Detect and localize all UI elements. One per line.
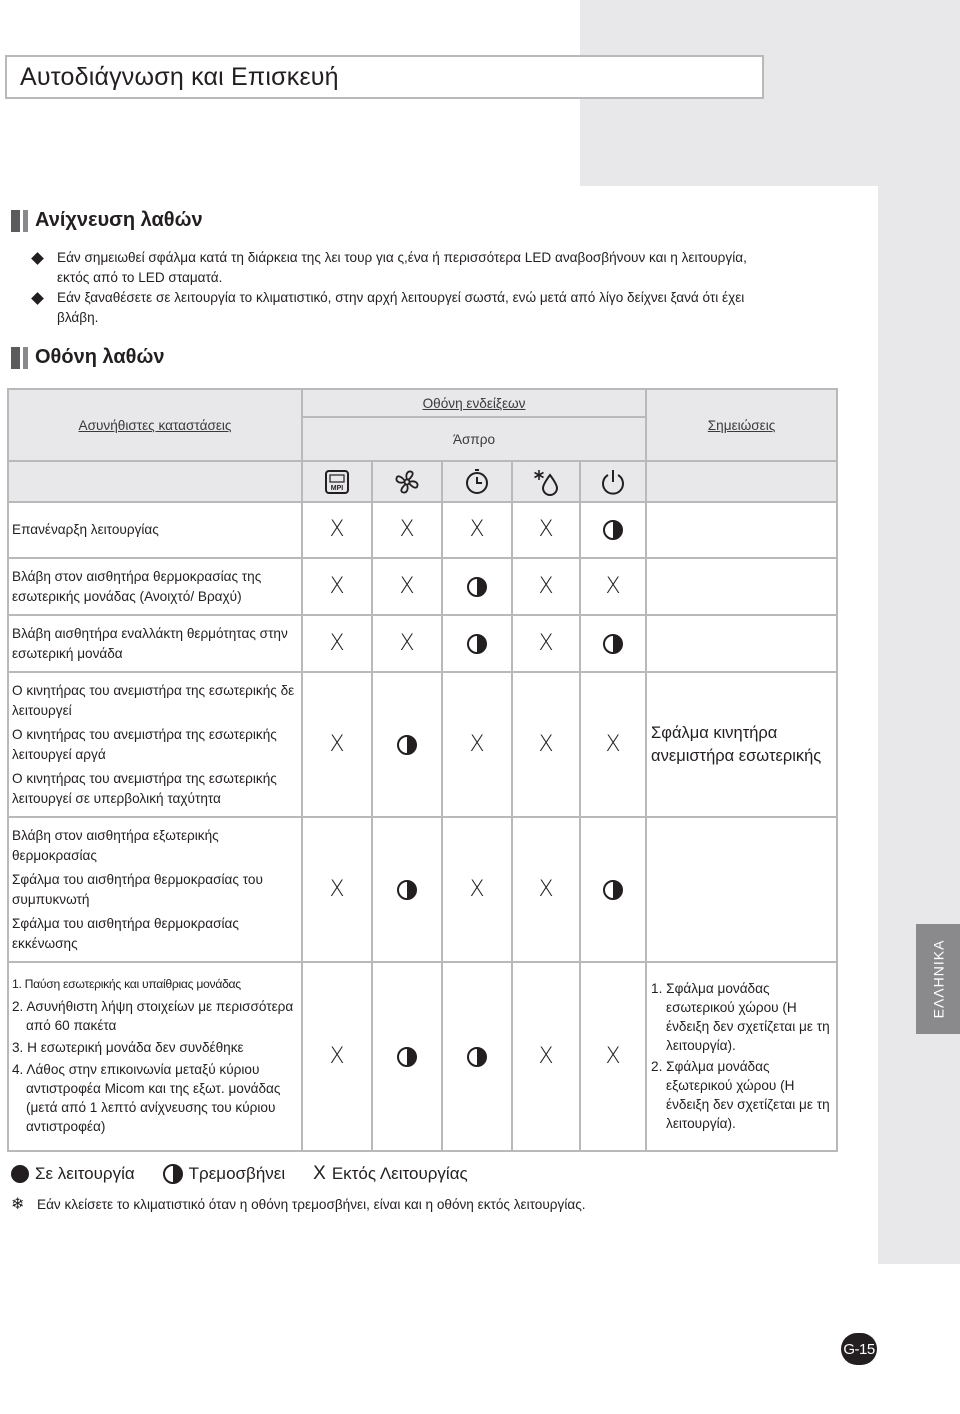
bullet-item: Εάν σημειωθεί σφάλμα κατά τη διάρκεια της λει τουρ για ς,ένα ή περισσότερα LED αναβοσβήνουν και η λειτουργία, εκτός από το LED σταματά. bbox=[33, 248, 753, 288]
x-mark-icon: X bbox=[329, 731, 345, 757]
mpi-icon bbox=[322, 467, 352, 497]
state-cell bbox=[512, 558, 580, 615]
condition-cell: Βλάβη στον αισθητήρα θερμοκρασίας της εσωτερικής μονάδας (Ανοιχτό/ Βραχύ) bbox=[8, 558, 302, 615]
diamond-bullet-icon bbox=[31, 252, 44, 265]
state-cell bbox=[442, 817, 512, 962]
page-number: G-15 bbox=[841, 1333, 877, 1365]
legend-blink: Τρεμοσβήνει bbox=[163, 1164, 285, 1184]
half-circle-icon bbox=[467, 577, 487, 597]
state-cell bbox=[442, 672, 512, 817]
state-cell bbox=[512, 962, 580, 1151]
half-circle-icon bbox=[467, 1047, 487, 1067]
state-cell bbox=[302, 817, 372, 962]
note-cell bbox=[646, 817, 837, 962]
half-circle-icon bbox=[397, 1047, 417, 1067]
condition-cell: Βλάβη αισθητήρα εναλλάκτη θερμότητας στην εσωτερική μονάδα bbox=[8, 615, 302, 672]
state-cell bbox=[302, 558, 372, 615]
x-mark-icon: X bbox=[538, 731, 554, 757]
section-title: Ανίχνευση λαθών bbox=[35, 209, 203, 231]
header-empty bbox=[646, 461, 837, 502]
bullet-item: Εάν ξαναθέσετε σε λειτουργία το κλιματιστικό, στην αρχή λειτουργεί σωστά, ενώ μετά από λίγο δείχνει ξανά ότι έχει βλάβη. bbox=[33, 288, 753, 328]
table-row bbox=[8, 502, 837, 558]
condition-cell: Ο κινητήρας του ανεμιστήρα της εσωτερικής δε λειτουργεί Ο κινητήρας του ανεμιστήρα της εσωτερικής λειτουργεί αργά Ο κινητήρας του ανεμιστήρα της εσωτερικής λειτουργεί σε υπερβολική ταχύτητα bbox=[8, 672, 302, 817]
state-cell bbox=[580, 672, 646, 817]
x-mark-icon: X bbox=[538, 517, 554, 542]
x-mark-icon: X bbox=[329, 1043, 345, 1069]
header-power bbox=[580, 461, 646, 502]
table-row bbox=[8, 962, 837, 1151]
state-cell bbox=[372, 615, 442, 672]
half-circle-icon bbox=[603, 520, 623, 540]
filled-circle-icon bbox=[11, 1165, 29, 1183]
half-circle-icon bbox=[163, 1164, 183, 1184]
x-mark-icon: X bbox=[399, 517, 415, 542]
table-row bbox=[8, 817, 837, 962]
page-background-right bbox=[878, 186, 960, 1264]
note-cell bbox=[646, 962, 837, 1151]
state-cell bbox=[512, 817, 580, 962]
note-cell bbox=[646, 502, 837, 558]
half-circle-icon bbox=[397, 735, 417, 755]
section-marker-icon bbox=[11, 210, 20, 232]
state-cell bbox=[580, 558, 646, 615]
section-marker-icon bbox=[23, 210, 28, 232]
x-mark-icon: X bbox=[538, 630, 554, 656]
x-mark-icon: X bbox=[469, 876, 485, 902]
note-cell bbox=[646, 672, 837, 817]
x-mark-icon: X bbox=[605, 573, 621, 599]
legend-off: X Εκτός Λειτουργίας bbox=[313, 1163, 468, 1184]
mpi-icon-label: MPI bbox=[330, 484, 344, 492]
state-cell bbox=[442, 962, 512, 1151]
legend bbox=[11, 1163, 496, 1185]
x-mark-icon: X bbox=[329, 876, 345, 902]
section-marker-icon bbox=[11, 347, 20, 369]
diamond-bullet-icon bbox=[31, 292, 44, 305]
header-display-white: Άσπρο bbox=[302, 417, 646, 461]
x-mark-icon: X bbox=[329, 573, 345, 599]
header-timer bbox=[442, 461, 512, 502]
x-mark-icon: X bbox=[313, 1163, 326, 1184]
x-mark-icon: X bbox=[538, 573, 554, 599]
note-item: 1. Σφάλμα μονάδας εσωτερικού χώρου (Η ένδειξη δεν σχετίζεται με τη λειτουργία). bbox=[651, 980, 830, 1053]
state-cell bbox=[442, 615, 512, 672]
table-row bbox=[8, 558, 837, 615]
power-icon bbox=[598, 467, 628, 497]
state-cell bbox=[372, 962, 442, 1151]
state-cell bbox=[580, 817, 646, 962]
error-display-table bbox=[7, 388, 838, 1152]
half-circle-icon bbox=[397, 880, 417, 900]
page-title-box bbox=[5, 55, 764, 99]
header-conditions: Ασυνήθιστες καταστάσεις bbox=[8, 389, 302, 461]
header-defrost bbox=[512, 461, 580, 502]
header-fan bbox=[372, 461, 442, 502]
section-error-display bbox=[11, 346, 164, 369]
state-cell bbox=[302, 615, 372, 672]
x-mark-icon: X bbox=[469, 731, 485, 757]
section-title: Οθόνη λαθών bbox=[35, 346, 165, 368]
note-cell bbox=[646, 615, 837, 672]
page-title: Αυτοδιάγνωση και Επισκευή bbox=[20, 63, 339, 91]
section-marker-icon bbox=[23, 347, 28, 369]
header-display: Οθόνη ενδείξεων bbox=[302, 389, 646, 417]
state-cell bbox=[442, 558, 512, 615]
state-cell bbox=[302, 502, 372, 558]
state-cell bbox=[442, 502, 512, 558]
bullet-list bbox=[33, 248, 753, 328]
x-mark-icon: X bbox=[399, 573, 415, 599]
footnote bbox=[11, 1194, 586, 1214]
table-row bbox=[8, 672, 837, 817]
footnote-text: Εάν κλείσετε το κλιματιστικό όταν η οθόνη τρεμοσβήνει, είναι και η οθόνη εκτός λειτουργίας. bbox=[37, 1196, 586, 1212]
x-mark-icon: X bbox=[538, 1043, 554, 1069]
state-cell bbox=[302, 962, 372, 1151]
fan-icon bbox=[392, 467, 422, 497]
condition-cell: Επανέναρξη λειτουργίας bbox=[8, 502, 302, 558]
x-mark-icon: X bbox=[329, 517, 345, 542]
state-cell bbox=[580, 502, 646, 558]
x-mark-icon: X bbox=[538, 876, 554, 902]
snowflake-icon: ❄ bbox=[11, 1196, 25, 1213]
state-cell bbox=[372, 672, 442, 817]
half-circle-icon bbox=[467, 634, 487, 654]
timer-icon bbox=[462, 467, 492, 497]
state-cell bbox=[580, 962, 646, 1151]
condition-cell: 1. Παύση εσωτερικής και υπαίθριας μονάδας 2. Ασυνήθιστη λήψη στοιχείων με περισσότερα από 60 πακέτα 3. Η εσωτερική μονάδα δεν συνδέθηκε 4. Λάθος στην επικοινωνία μεταξύ κύριου αντιστροφέα Micom και της εξωτ. μονάδας (μετά από 1 λεπτό ανίχνευσης του κύριου αντιστροφέα) bbox=[8, 962, 302, 1151]
x-mark-icon: X bbox=[399, 630, 415, 656]
half-circle-icon bbox=[603, 880, 623, 900]
state-cell bbox=[512, 502, 580, 558]
header-notes: Σημειώσεις bbox=[646, 389, 837, 461]
state-cell bbox=[512, 615, 580, 672]
defrost-icon bbox=[531, 467, 561, 497]
note-item: 2. Σφάλμα μονάδας εξωτερικού χώρου (Η ένδειξη δεν σχετίζεται με τη λειτουργία). bbox=[651, 1058, 830, 1131]
x-mark-icon: X bbox=[469, 517, 485, 542]
state-cell bbox=[580, 615, 646, 672]
header-empty bbox=[8, 461, 302, 502]
state-cell bbox=[372, 817, 442, 962]
condition-cell: Βλάβη στον αισθητήρα εξωτερικής θερμοκρασίας Σφάλμα του αισθητήρα θερμοκρασίας του συμπυκνωτή Σφάλμα του αισθητήρα θερμοκρασίας εκκένωσης bbox=[8, 817, 302, 962]
legend-on: Σε λειτουργία bbox=[11, 1164, 135, 1184]
x-mark-icon: X bbox=[329, 630, 345, 656]
state-cell bbox=[372, 502, 442, 558]
state-cell bbox=[512, 672, 580, 817]
language-tab: ΕΛΛΗΝΙΚΑ bbox=[916, 924, 960, 1034]
half-circle-icon bbox=[603, 634, 623, 654]
note-text: Σφάλμα κινητήρα ανεμιστήρα εσωτερικής bbox=[651, 723, 822, 765]
table-row bbox=[8, 615, 837, 672]
state-cell bbox=[372, 558, 442, 615]
note-cell bbox=[646, 558, 837, 615]
section-detect-errors bbox=[11, 209, 203, 232]
x-mark-icon: X bbox=[605, 1043, 621, 1069]
header-mpi bbox=[302, 461, 372, 502]
state-cell bbox=[302, 672, 372, 817]
x-mark-icon: X bbox=[605, 731, 621, 757]
